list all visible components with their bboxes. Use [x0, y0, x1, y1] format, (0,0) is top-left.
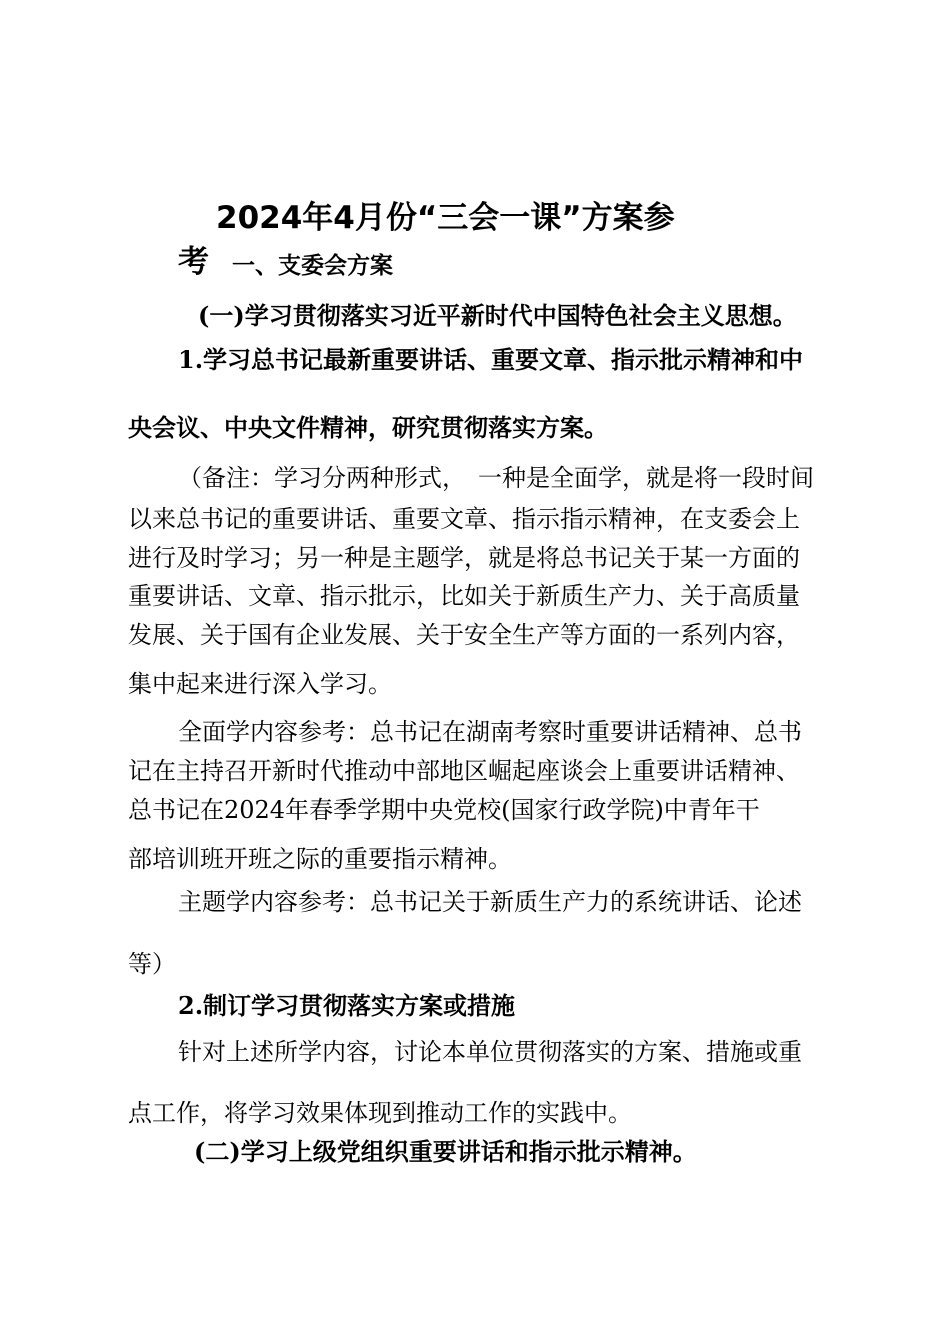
note-line: （备注：学习分两种形式， 一种是全面学，就是将一段时间: [178, 464, 814, 492]
theme-study-line: 主题学内容参考：总书记关于新质生产力的系统讲话、论述: [178, 888, 802, 916]
item-heading-2: (二)学习上级党组织重要讲话和指示批示精神。: [194, 1137, 697, 1166]
full-study-line: 总书记在2024年春季学期中央党校(国家行政学院)中青年干: [128, 796, 760, 824]
point-2-line: 点工作，将学习效果体现到推动工作的实践中。: [128, 1099, 632, 1127]
full-study-line: 记在主持召开新时代推动中部地区崛起座谈会上重要讲话精神、: [128, 757, 800, 785]
theme-study-line: 等）: [128, 950, 176, 978]
point-2-line: 针对上述所学内容，讨论本单位贯彻落实的方案、措施或重: [178, 1038, 802, 1066]
section-heading-committee: 一、支委会方案: [232, 253, 393, 279]
point-heading-1-line1: 1.学习总书记最新重要讲话、重要文章、指示批示精神和中: [178, 345, 804, 374]
note-line: 以来总书记的重要讲话、重要文章、指示指示精神，在支委会上: [128, 505, 800, 533]
note-line: 进行及时学习；另一种是主题学，就是将总书记关于某一方面的: [128, 544, 800, 572]
note-line: 重要讲话、文章、指示批示，比如关于新质生产力、关于高质量: [128, 582, 800, 610]
note-line: 发展、关于国有企业发展、关于安全生产等方面的一系列内容，: [128, 621, 800, 649]
page-title: 2024年4月份“三会一课”方案参: [216, 200, 675, 236]
note-line: 集中起来进行深入学习。: [128, 670, 392, 698]
point-heading-2: 2.制订学习贯彻落实方案或措施: [178, 991, 516, 1020]
item-heading-1: (一)学习贯彻落实习近平新时代中国特色社会主义思想。: [198, 301, 797, 330]
page-title-continuation: 考: [178, 244, 209, 280]
full-study-line: 全面学内容参考：总书记在湖南考察时重要讲话精神、总书: [178, 718, 802, 746]
point-heading-1-line2: 央会议、中央文件精神，研究贯彻落实方案。: [128, 413, 608, 442]
full-study-line: 部培训班开班之际的重要指示精神。: [128, 845, 512, 873]
